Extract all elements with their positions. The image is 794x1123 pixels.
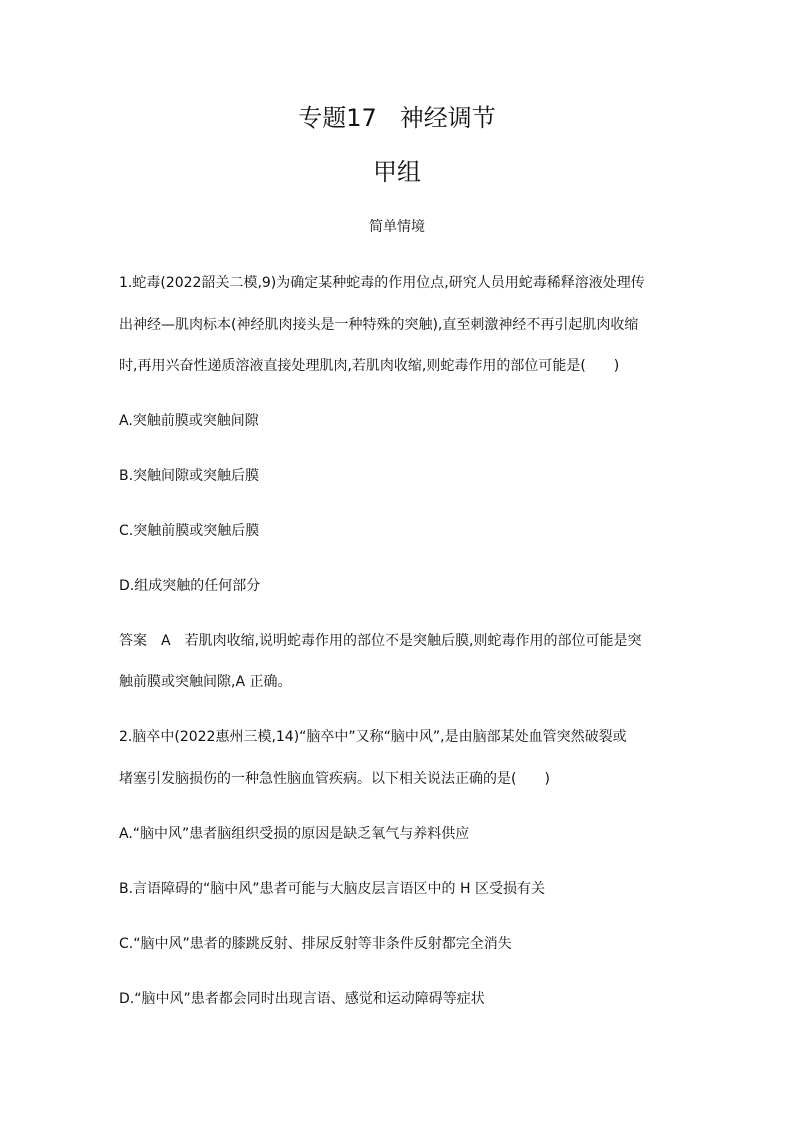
document-title: 专题17 神经调节 (298, 104, 496, 132)
q1-option-c: C.突触前膜或突触后膜 (119, 523, 260, 539)
q1-option-a: A.突触前膜或突触间隙 (119, 413, 259, 429)
q1-option-d: D.组成突触的任何部分 (119, 578, 261, 594)
q1-option-b: B.突触间隙或突触后膜 (119, 468, 260, 484)
q1-stem-line-3: 时,再用兴奋性递质溶液直接处理肌肉,若肌肉收缩,则蛇毒作用的部位可能是( ) (119, 358, 620, 374)
q1-answer-line-2: 触前膜或突触间隙,A 正确。 (119, 674, 292, 690)
q2-option-d: D.“脑中风”患者都会同时出现言语、感觉和运动障碍等症状 (119, 991, 485, 1007)
q2-stem-line-1: 2.脑卒中(2022惠州三模,14)“脑卒中”又称“脑中风”,是由脑部某处血管突然破裂或 (119, 729, 627, 745)
q2-option-b: B.言语障碍的“脑中风”患者可能与大脑皮层言语区中的 H 区受损有关 (119, 881, 545, 897)
group-heading: 甲组 (373, 158, 421, 186)
q2-stem-line-2: 堵塞引发脑损伤的一种急性脑血管疾病。以下相关说法正确的是( ) (119, 771, 550, 787)
q1-answer-line-1: 答案 A 若肌肉收缩,说明蛇毒作用的部位不是突触后膜,则蛇毒作用的部位可能是突 (119, 633, 642, 649)
section-heading: 简单情境 (369, 219, 425, 235)
q1-stem-line-2: 出神经—肌肉标本(神经肌肉接头是一种特殊的突触),直至刺激神经不再引起肌肉收缩 (119, 317, 639, 333)
q1-stem-line-1: 1.蛇毒(2022韶关二模,9)为确定某种蛇毒的作用位点,研究人员用蛇毒稀释溶液处理传 (119, 275, 645, 291)
q2-option-a: A.“脑中风”患者脑组织受损的原因是缺乏氧气与养料供应 (119, 826, 470, 842)
q2-option-c: C.“脑中风”患者的膝跳反射、排尿反射等非条件反射都完全消失 (119, 936, 512, 952)
